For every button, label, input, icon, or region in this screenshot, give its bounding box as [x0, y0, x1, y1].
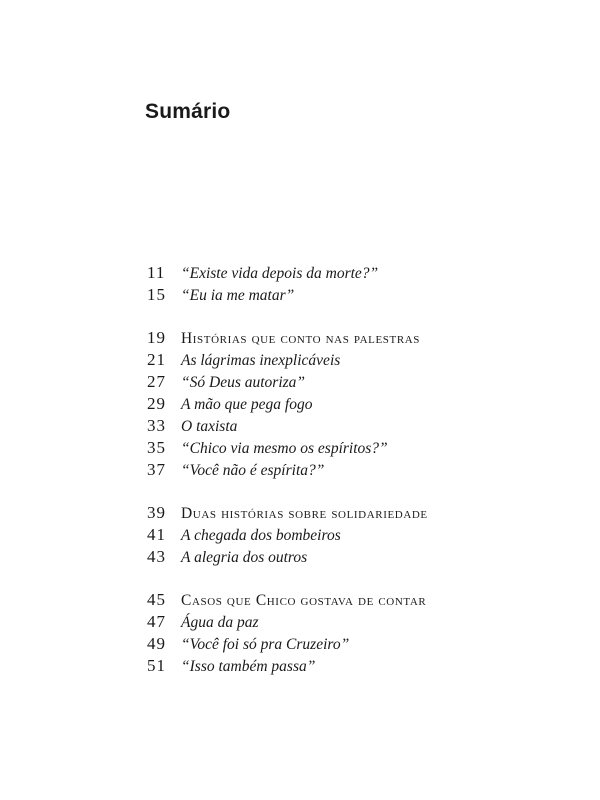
toc-entry-title: “Só Deus autoriza”: [181, 374, 306, 391]
toc-page-number: 51: [147, 656, 166, 675]
toc-entry-title: A chegada dos bombeiros: [181, 527, 341, 544]
toc-entry-title: A mão que pega fogo: [181, 396, 313, 413]
toc-page-number: 37: [147, 460, 166, 479]
toc-group: [147, 327, 567, 481]
toc-entry[interactable]: [147, 546, 567, 568]
toc-entry[interactable]: [147, 284, 567, 306]
toc-section-heading[interactable]: [147, 327, 567, 349]
toc-page-number: 39: [147, 503, 166, 522]
toc-entry[interactable]: [147, 437, 567, 459]
toc-page-number: 11: [147, 263, 166, 282]
toc-page-number: 27: [147, 372, 166, 391]
toc-page-number: 41: [147, 525, 166, 544]
toc-entry-title: “Chico via mesmo os espíritos?”: [181, 440, 388, 457]
toc-entry[interactable]: [147, 524, 567, 546]
toc-entry-title: O taxista: [181, 418, 238, 435]
toc-entry-title: “Existe vida depois da morte?”: [181, 265, 379, 282]
toc-entry[interactable]: [147, 655, 567, 677]
toc-entry-title: “Você não é espírita?”: [181, 462, 325, 479]
toc-page-number: 33: [147, 416, 166, 435]
page-title: Sumário: [145, 100, 231, 123]
toc-entry[interactable]: [147, 611, 567, 633]
toc-entry[interactable]: [147, 349, 567, 371]
toc-entry[interactable]: [147, 371, 567, 393]
toc-entry[interactable]: [147, 633, 567, 655]
toc-page-number: 29: [147, 394, 166, 413]
toc-entry-title: “Isso também passa”: [181, 658, 316, 675]
toc-entry[interactable]: [147, 262, 567, 284]
toc-page-number: 49: [147, 634, 166, 653]
toc-entry[interactable]: [147, 459, 567, 481]
toc-page-number: 21: [147, 350, 166, 369]
toc-entry[interactable]: [147, 393, 567, 415]
toc-section-title: Duas histórias sobre solidariedade: [181, 505, 428, 522]
toc-page-number: 47: [147, 612, 166, 631]
toc-page-number: 19: [147, 328, 166, 347]
toc-page-number: 35: [147, 438, 166, 457]
toc-section-title: Casos que Chico gostava de contar: [181, 592, 427, 609]
toc-entry[interactable]: [147, 415, 567, 437]
toc-section-title: Histórias que conto nas palestras: [181, 330, 421, 347]
toc-group: [147, 589, 567, 677]
toc-entry-title: A alegria dos outros: [181, 549, 308, 566]
toc-entry-title: “Eu ia me matar”: [181, 287, 295, 304]
toc-page-number: 45: [147, 590, 166, 609]
table-of-contents: [147, 262, 567, 698]
toc-section-heading[interactable]: [147, 502, 567, 524]
toc-entry-title: As lágrimas inexplicáveis: [181, 352, 341, 369]
toc-group: [147, 502, 567, 568]
toc-entry-title: “Você foi só pra Cruzeiro”: [181, 636, 350, 653]
toc-page-number: 43: [147, 547, 166, 566]
toc-group: [147, 262, 567, 306]
toc-entry-title: Água da paz: [181, 614, 259, 631]
toc-page-number: 15: [147, 285, 166, 304]
toc-section-heading[interactable]: [147, 589, 567, 611]
